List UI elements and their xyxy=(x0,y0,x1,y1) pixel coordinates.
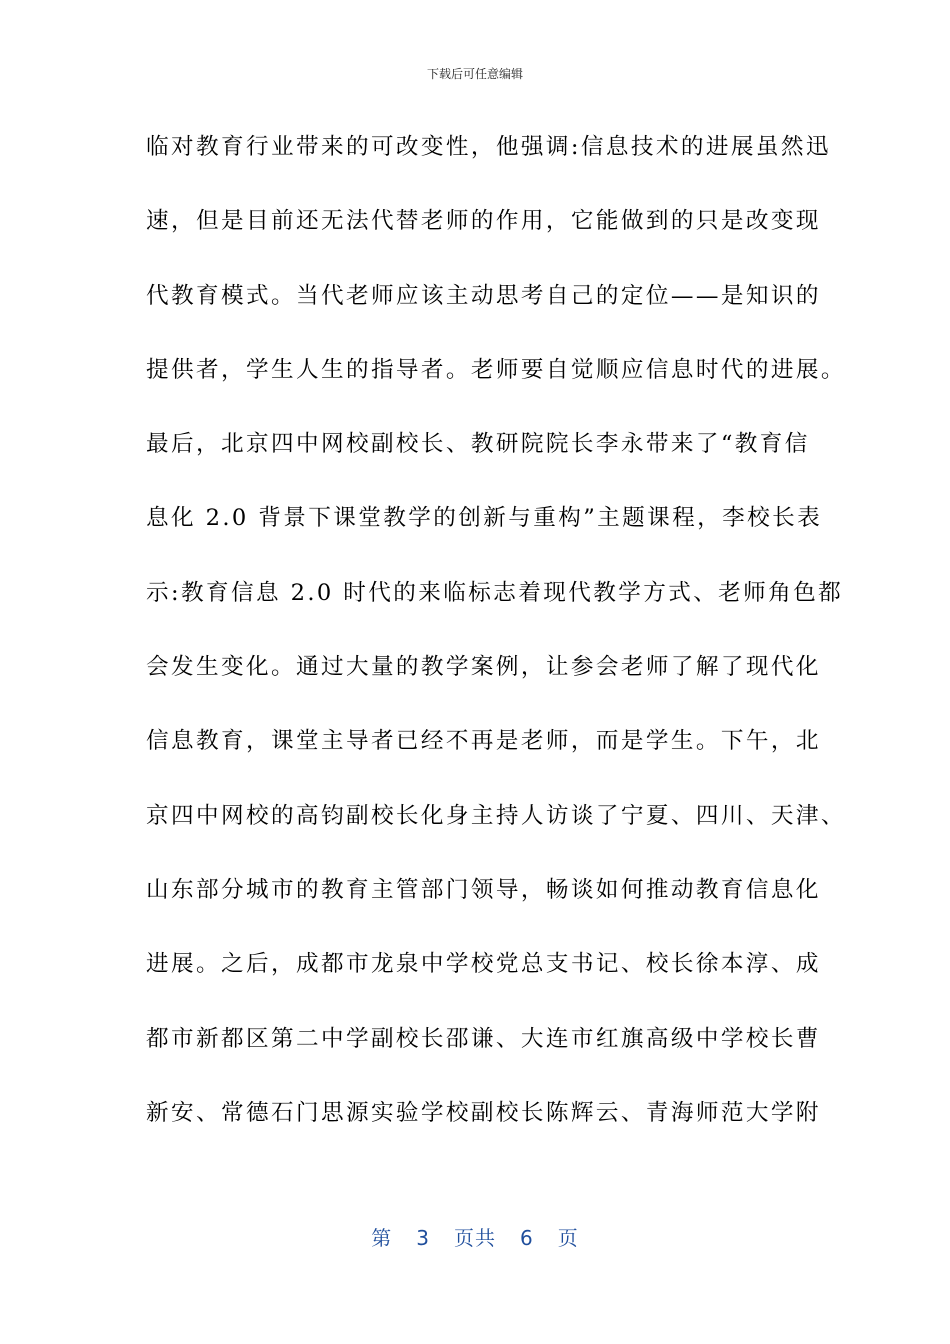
text-line: 代教育模式。当代老师应该主动思考自己的定位——是知识的 xyxy=(146,282,821,309)
text-line: 提供者，学生人生的指导者。老师要自觉顺应信息时代的进展。 xyxy=(146,356,846,383)
text-line: 最后，北京四中网校副校长、教研院院长李永带来了“教育信 xyxy=(146,431,810,458)
text-line: 会发生变化。通过大量的教学案例，让参会老师了解了现代化 xyxy=(146,654,821,681)
page-footer xyxy=(0,1224,950,1252)
current-page-number: 3 xyxy=(416,1226,430,1250)
document-body xyxy=(146,122,846,1162)
text-line: 息化 2.0 背景下课堂教学的创新与重构”主题课程，李校长表 xyxy=(146,505,823,532)
footer-middle: 页共 xyxy=(454,1226,496,1250)
text-line: 京四中网校的高钧副校长化身主持人访谈了宁夏、四川、天津、 xyxy=(146,802,846,829)
text-line: 临对教育行业带来的可改变性，他强调:信息技术的进展虽然迅 xyxy=(146,134,831,160)
total-pages-number: 6 xyxy=(520,1226,534,1250)
page-header: 下载后可任意编辑 xyxy=(426,67,523,81)
footer-prefix: 第 xyxy=(371,1226,393,1250)
text-line: 示:教育信息 2.0 时代的来临标志着现代教学方式、老师角色都 xyxy=(146,579,844,606)
text-line: 速，但是目前还无法代替老师的作用，它能做到的只是改变现 xyxy=(146,208,821,235)
text-line: 信息教育，课堂主导者已经不再是老师，而是学生。下午，北 xyxy=(146,728,821,755)
footer-suffix: 页 xyxy=(557,1226,579,1250)
text-line: 进展。之后，成都市龙泉中学校党总支书记、校长徐本淳、成 xyxy=(146,951,821,978)
text-line: 新安、常德石门思源实验学校副校长陈辉云、青海师范大学附 xyxy=(146,1099,821,1126)
text-line: 山东部分城市的教育主管部门领导，畅谈如何推动教育信息化 xyxy=(146,876,821,903)
text-line: 都市新都区第二中学副校长邵谦、大连市红旗高级中学校长曹 xyxy=(146,1025,821,1052)
